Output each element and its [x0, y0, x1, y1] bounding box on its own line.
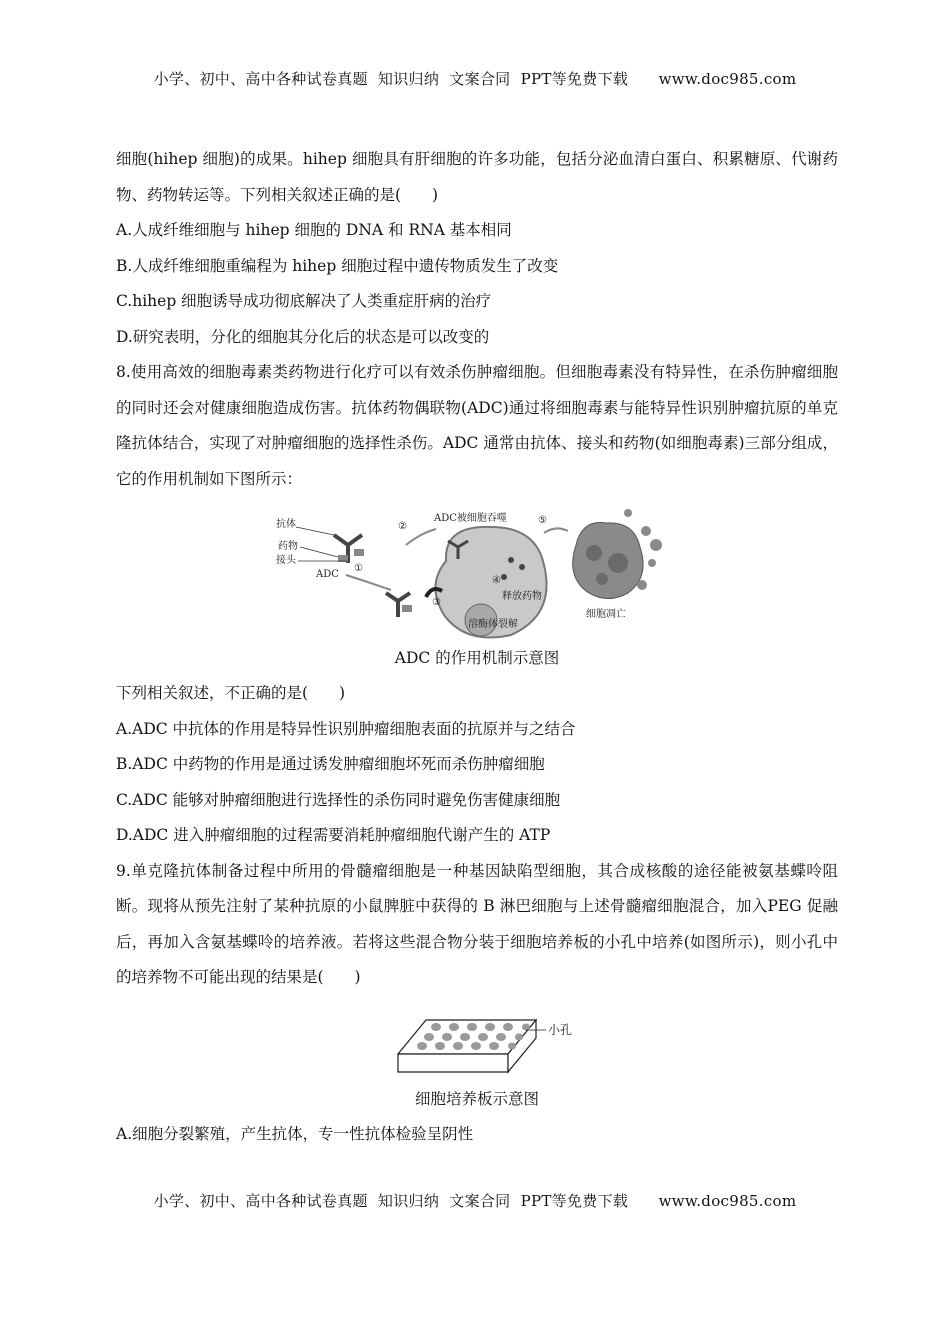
bound-adc-icon — [386, 593, 412, 617]
step-5: ⑤ — [538, 515, 547, 526]
step-3: ③ — [432, 597, 441, 608]
label-well: 小孔 — [548, 1022, 573, 1037]
apoptotic-cell-icon — [573, 509, 662, 599]
label-release: 释放药物 — [502, 591, 542, 602]
label-engulfed: ADC被细胞吞噬 — [434, 513, 507, 524]
page-header: 小学、初中、高中各种试卷真题 知识归纳 文案合同 PPT等免费下载 www.doc985.com — [153, 70, 797, 88]
label-drug: 药物 — [278, 541, 298, 552]
q9-option-a: A.细胞分裂繁殖，产生抗体，专一性抗体检验呈阴性 — [116, 1124, 474, 1143]
culture-plate-figure — [116, 1002, 838, 1082]
q7-option-b: B.人成纤维细胞重编程为 hihep 细胞过程中遗传物质发生了改变 — [116, 256, 559, 275]
q7-stem: 细胞(hihep 细胞)的成果。hihep 细胞具有肝细胞的许多功能，包括分泌血清白蛋白、积累糖原、代谢药物、药物转运等。下列相关叙述正确的是( ) — [116, 150, 838, 204]
q8-question: 下列相关叙述，不正确的是( ) — [116, 684, 346, 702]
page-footer: 小学、初中、高中各种试卷真题 知识归纳 文案合同 PPT等免费下载 www.doc985.com — [153, 1192, 797, 1210]
q8-option-a: A.ADC 中抗体的作用是特异性识别肿瘤细胞表面的抗原并与之结合 — [116, 719, 576, 738]
step-1: ① — [354, 563, 363, 574]
step-2: ② — [398, 521, 407, 532]
adc-molecule-icon — [334, 535, 364, 563]
step-4: ④ — [492, 575, 501, 586]
q8-option-d: D.ADC 进入肿瘤细胞的过程需要消耗肿瘤细胞代谢产生的 ATP — [116, 826, 551, 844]
page-content — [116, 142, 838, 1152]
culture-plate-diagram — [396, 1002, 576, 1082]
q7-option-a: A.人成纤维细胞与 hihep 细胞的 DNA 和 RNA 基本相同 — [116, 221, 512, 239]
label-lysosome: 溶酶体裂解 — [468, 619, 518, 630]
label-death: 细胞凋亡 — [586, 609, 626, 620]
q8-option-c: C.ADC 能够对肿瘤细胞进行选择性的杀伤同时避免伤害健康细胞 — [116, 790, 561, 809]
q7-option-d: D.研究表明，分化的细胞其分化后的状态是可以改变的 — [116, 327, 490, 346]
label-adc: ADC — [316, 569, 339, 580]
q7-option-c: C.hihep 细胞诱导成功彻底解决了人类重症肝病的治疗 — [116, 292, 492, 310]
q9-stem: 9.单克隆抗体制备过程中所用的骨髓瘤细胞是一种基因缺陷型细胞，其合成核酸的途径能被氨基蝶呤阻断。现将从预先注射了某种抗原的小鼠脾脏中获得的 B 淋巴细胞与上述骨髓瘤细胞混合，加入PEG 促融后，再加入含氨基蝶呤的培养液。若将这些混合物分装于细胞培养板的小孔中培养(如图所示)，则小孔中的培养物不可能出现的结果是( ) — [116, 861, 838, 986]
q8-figure-caption: ADC 的作用机制示意图 — [394, 649, 560, 667]
adc-mechanism-diagram — [276, 505, 676, 641]
adc-mechanism-figure — [116, 505, 838, 641]
label-linker: 接头 — [276, 555, 296, 566]
q9-figure-caption: 细胞培养板示意图 — [414, 1089, 539, 1108]
label-antibody: 抗体 — [276, 519, 296, 530]
q8-option-b: B.ADC 中药物的作用是通过诱发肿瘤细胞坏死而杀伤肿瘤细胞 — [116, 755, 545, 773]
q8-stem: 8.使用高效的细胞毒素类药物进行化疗可以有效杀伤肿瘤细胞。但细胞毒素没有特异性，在杀伤肿瘤细胞的同时还会对健康细胞造成伤害。抗体药物偶联物(ADC)通过将细胞毒素与能特异性识别肿瘤抗原的单克隆抗体结合，实现了对肿瘤细胞的选择性杀伤。ADC 通常由抗体、接头和药物(如细胞毒素)三部分组成，它的作用机制如下图所示： — [116, 363, 838, 488]
